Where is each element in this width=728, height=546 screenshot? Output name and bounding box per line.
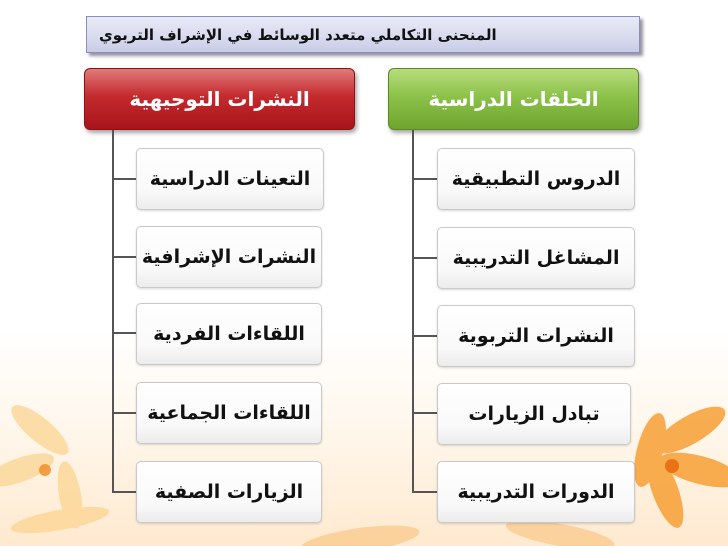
left-branch-connector (112, 256, 136, 258)
right-branch-connector (412, 335, 437, 337)
right-branch-connector (412, 412, 437, 414)
title-box (86, 16, 640, 53)
right-item-label: تبادل الزيارات (468, 403, 600, 425)
right-item-label: النشرات التربوية (458, 325, 614, 347)
left-branch-connector (112, 412, 136, 414)
right-item (437, 461, 635, 523)
left-item (136, 148, 324, 210)
left-item (136, 382, 322, 444)
left-branch-heading (84, 68, 355, 130)
left-branch-connector (112, 491, 136, 493)
right-item (437, 383, 631, 445)
right-branch-heading-label: الحلقات الدراسية (428, 87, 599, 111)
diagram-title: المنحنى التكاملي متعدد الوسائط في الإشراف التربوي (99, 25, 497, 44)
left-item (136, 303, 322, 365)
left-branch-connector (112, 178, 136, 180)
left-item-label: التعينات الدراسية (149, 168, 311, 190)
left-item (136, 461, 322, 523)
right-item-label: المشاغل التدريبية (452, 247, 620, 269)
right-item (437, 148, 635, 210)
left-item-label: النشرات الإشرافية (141, 246, 317, 268)
right-item (437, 305, 635, 367)
right-branch-trunk-line (412, 130, 414, 492)
left-item-label: الزيارات الصفية (154, 481, 304, 503)
right-branch-connector (412, 257, 437, 259)
left-branch-trunk-line (112, 130, 114, 492)
left-item (136, 226, 322, 288)
right-branch-heading (388, 68, 639, 130)
right-item-label: الدورات التدريبية (457, 481, 615, 503)
right-branch-connector (412, 491, 437, 493)
left-branch-connector (112, 332, 136, 334)
left-item-label: اللقاءات الفردية (153, 323, 305, 345)
left-item-label: اللقاءات الجماعية (147, 402, 311, 424)
right-item (437, 227, 635, 289)
right-item-label: الدروس التطبيقية (451, 168, 621, 190)
right-branch-connector (412, 178, 437, 180)
left-branch-heading-label: النشرات التوجيهية (129, 87, 310, 111)
